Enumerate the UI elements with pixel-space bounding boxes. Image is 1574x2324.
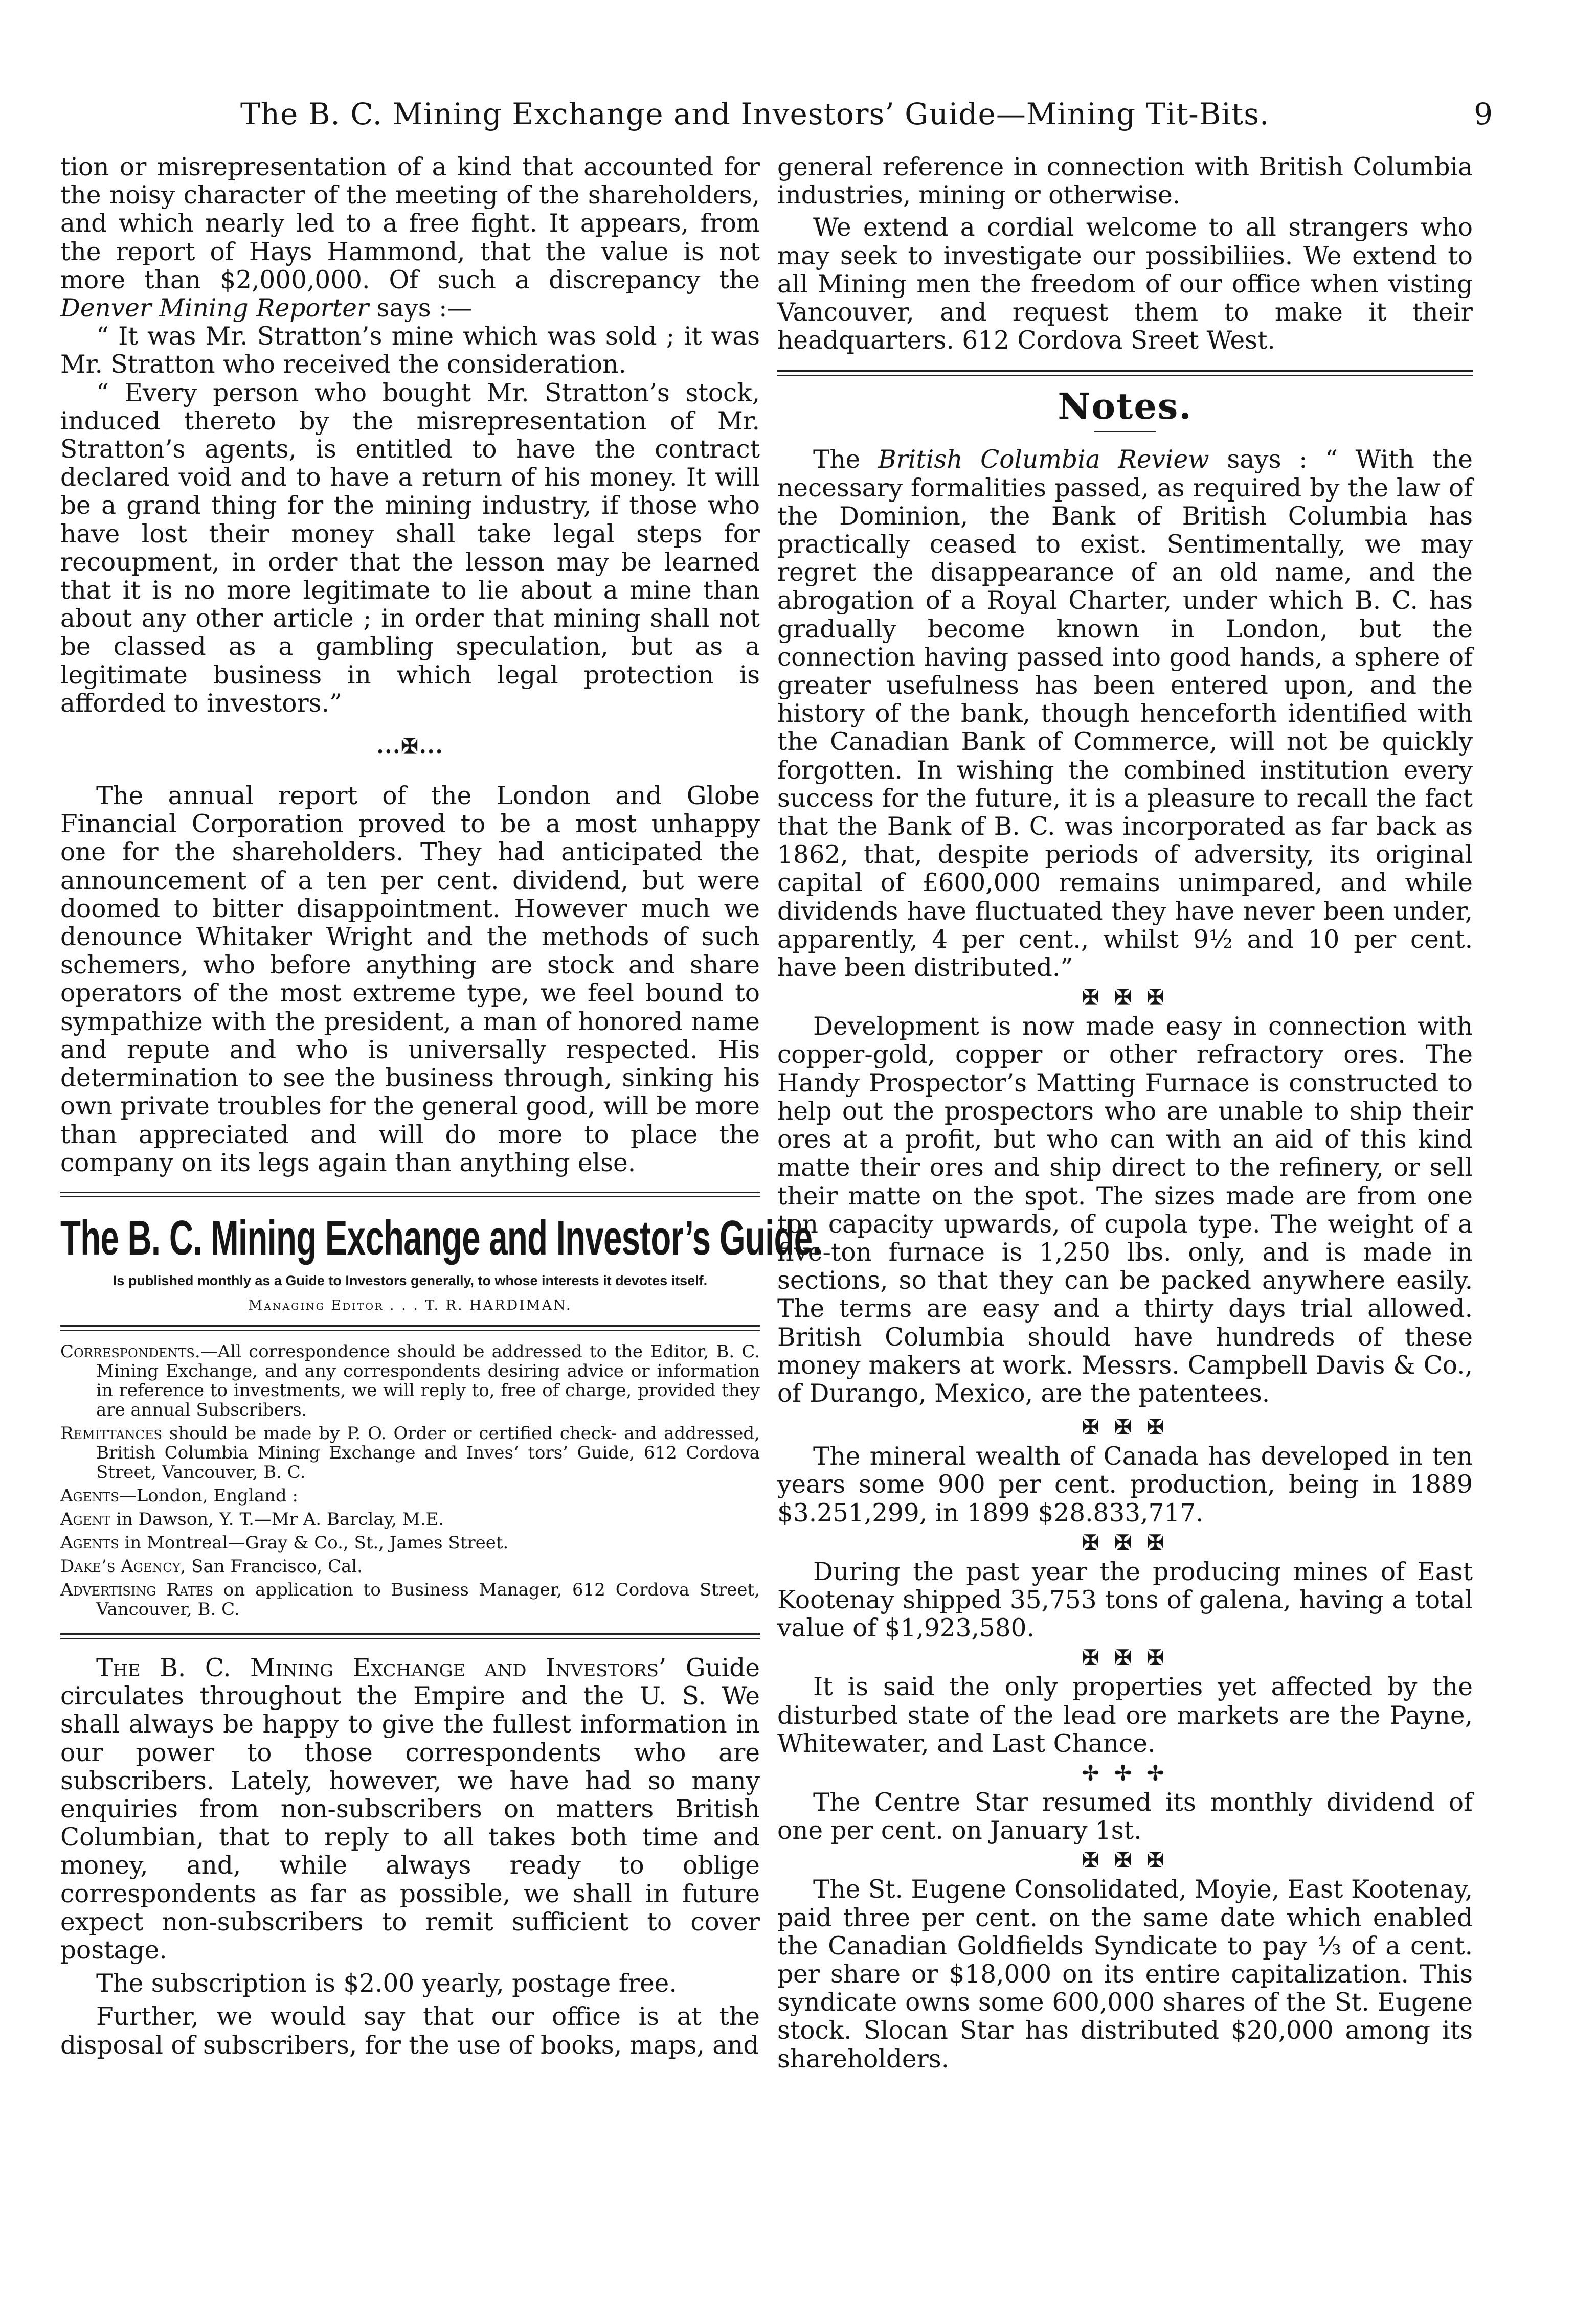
paragraph-text: says : “ With the necessary formalities passed, as required by the law of the Dominion, the Bank of British Columbia has practically ceased to exist. Sentimentally, we may regret the disappearance of an old name, and the abrogation of a Royal Charter, under which B. C. has gradually become known in London, but the connection having passed into good hands, a sphere of greater usefulness has been entered upon, and the history of the bank, though henceforth identified with the Canadian Bank of Commerce, will not be quickly forgotten. In wishing the combined institution every success for the future, it is a pleasure to recall the fact that the Bank of B. C. was incorporated as far back as 1862, that, despite periods of adversity, its original capital of £600,000 remains unimpared, and while dividends have fluctuated they have never been under, apparently, 4 per cent., whilst 9½ and 10 per cent. have been distributed.” (777, 445, 1473, 983)
paragraph-text: says :— (369, 294, 472, 323)
divider (777, 370, 1473, 376)
imprint-label: Remittances (60, 1423, 162, 1444)
imprint-entry (60, 1486, 760, 1506)
page-number: 9 (1474, 97, 1493, 131)
masthead-editor (60, 1296, 760, 1315)
source-title: Denver Mining Reporter (60, 294, 369, 323)
imprint-text: in Dawson, Y. T.—Mr A. Barclay, M.E. (110, 1509, 444, 1530)
paragraph-text: The (813, 445, 878, 474)
imprint-entry (60, 1580, 760, 1619)
imprint-entry (60, 1510, 760, 1529)
running-title: The B. C. Mining Exchange and Investors’ Guide—Mining Tit-Bits. (240, 97, 1270, 131)
note-paragraph: During the past year the producing mines of East Kootenay shipped 35,753 tons of galena, having a total value of $1,923,580. (777, 1557, 1473, 1643)
running-header (240, 91, 1493, 137)
note-separator: ✠ ✠ ✠ (1082, 1415, 1168, 1440)
note-paragraph: The Centre Star resumed its monthly dividend of one per cent. on January 1st. (777, 1788, 1473, 1845)
right-column (777, 153, 1473, 2074)
paragraph-text: Guide circulates throughout the Empire and the U. S. We shall always be happy to give the fullest information in our power to those correspondents who are subscribers. Lately, however, we have had so many enquiries from non-subscribers on matters British Columbian, that to reply to all takes both time and money, and, while always ready to oblige correspondents as far as possible, we shall in future expect non-subscribers to remit sufficient to cover postage. (60, 1653, 760, 1965)
imprint-text: should be made by P. O. Order or certified check- and addressed, British Columbia Mining Exchange and Inves‘ tors’ Guide, 612 Cordova Street, Vancouver, B. C. (96, 1423, 760, 1483)
masthead-title: The B. C. Mining Exchange and Investor’s Guide. (60, 1210, 821, 1265)
imprint-entry (60, 1533, 760, 1553)
source-title: British Columbia Review (878, 445, 1209, 474)
quote-paragraph: “ Every person who bought Mr. Stratton’s stock, induced thereto by the misrepresentation of Mr. Stratton’s agents, is entitled to have the contract declared void and to have a return of his money. It will be a grand thing for the mining industry, if those who have lost their money shall take legal steps for recoupment, in order that the lesson may be learned that it is no more legitimate to lie about a mine than about any other article ; in order that mining shall not be classed as a gambling speculation, but as a legitimate business in which legal protection is afforded to investors.” (60, 378, 760, 718)
imprint-entry (60, 1342, 760, 1420)
article-paragraph: The annual report of the London and Globe Financial Corporation proved to be a most unhappy one for the shareholders. They had anticipated the announcement of a ten per cent. dividend, but were doomed to bitter disappointment. However much we denounce Whitaker Wright and the methods of such schemers, who before anything are stock and share operators of the most extreme type, we feel bound to sympathize with the president, a man of honored name and repute and who is universally respected. His determination to see the business through, sinking his own private troubles for the general good, will be more than appreciated and will do more to place the company on its legs again than anything else. (60, 782, 760, 1177)
imprint-text: —All correspondence should be addressed to the Editor, B. C. Mining Exchange, and any correspondents desiring advice or information in reference to investments, we will reply to, free of charge, provided they are annual Subscribers. (96, 1341, 760, 1420)
article-paragraph (60, 1654, 760, 1965)
note-paragraph: It is said the only properties yet affected by the disturbed state of the lead ore markets are the Payne, Whitewater, and Last Chance. (777, 1673, 1473, 1758)
imprint-label: Dake’s Agency, (60, 1556, 186, 1577)
imprint-text: —London, England : (119, 1485, 298, 1506)
masthead-subtitle: Is published monthly as a Guide to Investors generally, to whose interests it devotes itself. (113, 1272, 708, 1288)
article-paragraph: general reference in connection with British Columbia industries, mining or otherwise. (777, 153, 1473, 210)
editor-label: Managing Editor . . . (248, 1297, 419, 1313)
paragraph-lead: The B. C. Mining Exchange and Investors’ (96, 1653, 667, 1682)
imprint-label: Agent (60, 1509, 111, 1530)
divider (60, 1192, 760, 1197)
left-column (60, 153, 821, 2060)
editor-name: T. R. HARDIMAN. (425, 1297, 572, 1313)
article-paragraph: The subscription is $2.00 yearly, postage free. (96, 1969, 677, 1998)
imprint-text: San Francisco, Cal. (186, 1556, 363, 1577)
imprint-text: in Montreal—Gray & Co., St., James Street. (119, 1532, 509, 1553)
notes-heading: Notes. (1058, 385, 1193, 428)
article-paragraph: We extend a cordial welcome to all strangers who may seek to investigate our possibiliies. We extend to all Mining men the freedom of our office when visting Vancouver, and request them to make it their headquarters. 612 Cordova Sreet West. (777, 213, 1473, 355)
note-separator: ✢ ✢ ✢ (1082, 1761, 1168, 1785)
article-paragraph: Further, we would say that our office is at the disposal of subscribers, for the use of books, maps, and (60, 2002, 760, 2060)
note-paragraph: The mineral wealth of Canada has developed in ten years some 900 per cent. production, being in 1889 $3.251,299, in 1899 $28.833,717. (777, 1442, 1473, 1528)
note-separator: ✠ ✠ ✠ (1082, 985, 1168, 1010)
note-separator: ✠ ✠ ✠ (1082, 1848, 1168, 1873)
note-paragraph (777, 446, 1473, 982)
section-separator: ...✠... (376, 734, 444, 759)
imprint-label: Agents (60, 1532, 119, 1553)
imprint-entry (60, 1557, 760, 1576)
imprint-block (60, 1342, 760, 1619)
paragraph-text: tion or misrepresentation of a kind that accounted for the noisy character of the meeting of the shareholders, and which nearly led to a free fight. It appears, from the report of Hays Hammond, that the value is not more than $2,000,000. Of such a discrepancy the (60, 153, 760, 294)
note-separator: ✠ ✠ ✠ (1082, 1530, 1168, 1555)
divider (60, 1325, 760, 1331)
imprint-entry (60, 1424, 760, 1482)
article-paragraph (60, 153, 760, 323)
imprint-label: Agents (60, 1485, 119, 1506)
imprint-text: on application to Business Manager, 612 Cordova Street, Vancouver, B. C. (96, 1579, 760, 1620)
quote-paragraph: “ It was Mr. Stratton’s mine which was sold ; it was Mr. Stratton who received the consideration. (60, 322, 760, 379)
note-paragraph: The St. Eugene Consolidated, Moyie, East Kootenay, paid three per cent. on the same date which enabled the Canadian Goldfields Syndicate to pay ⅓ of a cent. per share or $18,000 on its entire capitalization. This syndicate owns some 600,000 shares of the St. Eugene stock. Slocan Star has distributed $20,000 among its shareholders. (777, 1875, 1473, 2074)
note-paragraph: Development is now made easy in connection with copper-gold, copper or other refractory ores. The Handy Prospector’s Matting Furnace is constructed to help out the prospectors who are unable to ship their ores at a profit, but who can with an aid of this kind matte their ores and ship direct to the refinery, or sell their matte on the spot. The sizes made are from one ton capacity upwards, of cupola type. The weight of a five-ton furnace is 1,250 lbs. only, and is made in sections, so that they can be packed anywhere easily. The terms are easy and a thirty days trial allowed. British Columbia should have hundreds of these money makers at work. Messrs. Campbell Davis & Co., of Durango, Mexico, are the patentees. (777, 1012, 1473, 1408)
divider (60, 1633, 760, 1639)
imprint-label: Correspondents. (60, 1341, 200, 1362)
note-separator: ✠ ✠ ✠ (1082, 1646, 1168, 1670)
imprint-label: Advertising Rates (60, 1579, 213, 1600)
